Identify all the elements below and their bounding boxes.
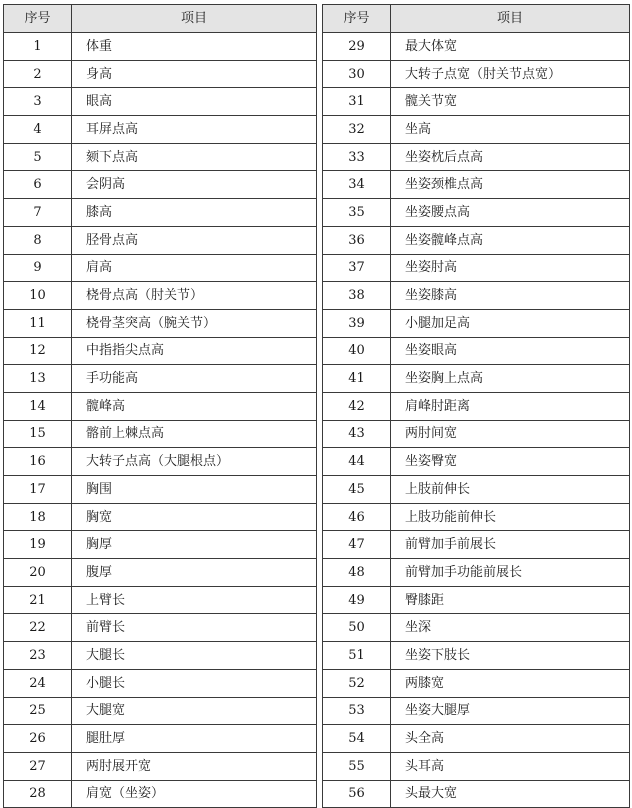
row-number: 40 xyxy=(323,337,391,365)
table-row xyxy=(4,642,317,670)
row-item: 上臂长 xyxy=(72,586,317,614)
row-number: 16 xyxy=(4,448,72,476)
row-number: 8 xyxy=(4,226,72,254)
row-number: 39 xyxy=(323,309,391,337)
row-number: 31 xyxy=(323,88,391,116)
row-number: 52 xyxy=(323,669,391,697)
row-number: 11 xyxy=(4,309,72,337)
table-row xyxy=(4,614,317,642)
table-row xyxy=(323,559,630,587)
table-row xyxy=(323,476,630,504)
row-number: 1 xyxy=(4,33,72,61)
table-row xyxy=(323,199,630,227)
table-row xyxy=(4,337,317,365)
row-number: 50 xyxy=(323,614,391,642)
row-item: 肩高 xyxy=(72,254,317,282)
row-item: 大转子点高（大腿根点） xyxy=(72,448,317,476)
row-item: 胫骨点高 xyxy=(72,226,317,254)
row-item: 桡骨茎突高（腕关节） xyxy=(72,309,317,337)
row-item: 坐姿髋峰点高 xyxy=(391,226,630,254)
row-item: 体重 xyxy=(72,33,317,61)
left-table-body xyxy=(4,33,317,808)
row-item: 坐姿膝高 xyxy=(391,282,630,310)
row-item: 最大体宽 xyxy=(391,33,630,61)
row-item: 颏下点高 xyxy=(72,143,317,171)
table-row xyxy=(323,614,630,642)
row-number: 53 xyxy=(323,697,391,725)
row-number: 34 xyxy=(323,171,391,199)
row-item: 前臂加手功能前展长 xyxy=(391,559,630,587)
table-row xyxy=(323,143,630,171)
row-item: 大腿长 xyxy=(72,642,317,670)
row-item: 前臂长 xyxy=(72,614,317,642)
row-item: 腿肚厚 xyxy=(72,725,317,753)
row-item: 坐高 xyxy=(391,116,630,144)
row-number: 6 xyxy=(4,171,72,199)
table-row xyxy=(323,88,630,116)
row-number: 23 xyxy=(4,642,72,670)
table-row xyxy=(323,420,630,448)
row-item: 坐姿枕后点高 xyxy=(391,143,630,171)
table-row xyxy=(323,725,630,753)
header-item: 项目 xyxy=(391,5,630,33)
row-item: 两膝宽 xyxy=(391,669,630,697)
row-item: 坐深 xyxy=(391,614,630,642)
table-row xyxy=(323,642,630,670)
row-item: 大腿宽 xyxy=(72,697,317,725)
table-row xyxy=(323,60,630,88)
row-number: 29 xyxy=(323,33,391,61)
table-row xyxy=(323,254,630,282)
table-row xyxy=(323,171,630,199)
table-row xyxy=(4,476,317,504)
row-item: 手功能高 xyxy=(72,365,317,393)
row-number: 24 xyxy=(4,669,72,697)
header-row xyxy=(4,5,317,33)
row-item: 两肘展开宽 xyxy=(72,752,317,780)
row-number: 3 xyxy=(4,88,72,116)
table-row xyxy=(4,448,317,476)
table-row xyxy=(4,226,317,254)
row-number: 55 xyxy=(323,752,391,780)
row-item: 肩宽（坐姿） xyxy=(72,780,317,808)
row-item: 坐姿眼高 xyxy=(391,337,630,365)
table-row xyxy=(4,199,317,227)
row-item: 小腿加足高 xyxy=(391,309,630,337)
row-number: 22 xyxy=(4,614,72,642)
row-item: 小腿长 xyxy=(72,669,317,697)
row-number: 18 xyxy=(4,503,72,531)
table-row xyxy=(323,116,630,144)
row-number: 5 xyxy=(4,143,72,171)
row-number: 41 xyxy=(323,365,391,393)
row-item: 坐姿大腿厚 xyxy=(391,697,630,725)
row-number: 15 xyxy=(4,420,72,448)
row-item: 身高 xyxy=(72,60,317,88)
row-item: 头耳高 xyxy=(391,752,630,780)
row-item: 髋峰高 xyxy=(72,392,317,420)
row-number: 37 xyxy=(323,254,391,282)
row-item: 大转子点宽（肘关节点宽） xyxy=(391,60,630,88)
row-number: 13 xyxy=(4,365,72,393)
row-item: 会阴高 xyxy=(72,171,317,199)
table-row xyxy=(4,725,317,753)
row-number: 54 xyxy=(323,725,391,753)
header-item: 项目 xyxy=(72,5,317,33)
row-number: 45 xyxy=(323,476,391,504)
table-row xyxy=(4,88,317,116)
table-row xyxy=(4,33,317,61)
row-item: 坐姿下肢长 xyxy=(391,642,630,670)
row-number: 28 xyxy=(4,780,72,808)
row-number: 38 xyxy=(323,282,391,310)
table-row xyxy=(323,282,630,310)
table-row xyxy=(4,60,317,88)
table-row xyxy=(323,392,630,420)
row-item: 胸围 xyxy=(72,476,317,504)
table-row xyxy=(323,669,630,697)
header-seq: 序号 xyxy=(4,5,72,33)
right-table-body xyxy=(323,33,630,808)
table-row xyxy=(4,531,317,559)
table-row xyxy=(323,33,630,61)
row-item: 坐姿颈椎点高 xyxy=(391,171,630,199)
table-row xyxy=(4,365,317,393)
row-item: 胸宽 xyxy=(72,503,317,531)
table-row xyxy=(4,282,317,310)
table-row xyxy=(323,780,630,808)
row-item: 髂前上棘点高 xyxy=(72,420,317,448)
row-number: 21 xyxy=(4,586,72,614)
row-number: 32 xyxy=(323,116,391,144)
header-row xyxy=(323,5,630,33)
right-table xyxy=(322,4,630,808)
table-row xyxy=(323,309,630,337)
row-number: 43 xyxy=(323,420,391,448)
row-number: 27 xyxy=(4,752,72,780)
row-number: 19 xyxy=(4,531,72,559)
table-row xyxy=(4,752,317,780)
table-row xyxy=(323,531,630,559)
row-number: 48 xyxy=(323,559,391,587)
row-item: 眼高 xyxy=(72,88,317,116)
row-number: 17 xyxy=(4,476,72,504)
row-item: 上肢功能前伸长 xyxy=(391,503,630,531)
row-number: 33 xyxy=(323,143,391,171)
row-number: 20 xyxy=(4,559,72,587)
left-table xyxy=(3,4,317,808)
table-row xyxy=(4,503,317,531)
table-row xyxy=(323,503,630,531)
row-item: 坐姿胸上点高 xyxy=(391,365,630,393)
table-row xyxy=(4,392,317,420)
row-item: 桡骨点高（肘关节） xyxy=(72,282,317,310)
row-number: 46 xyxy=(323,503,391,531)
row-item: 头最大宽 xyxy=(391,780,630,808)
row-number: 26 xyxy=(4,725,72,753)
table-row xyxy=(323,365,630,393)
table-row xyxy=(323,586,630,614)
row-number: 4 xyxy=(4,116,72,144)
row-number: 7 xyxy=(4,199,72,227)
row-item: 膝高 xyxy=(72,199,317,227)
row-item: 头全高 xyxy=(391,725,630,753)
table-row xyxy=(4,669,317,697)
table-row xyxy=(4,586,317,614)
row-item: 坐姿肘高 xyxy=(391,254,630,282)
table-row xyxy=(323,448,630,476)
row-number: 51 xyxy=(323,642,391,670)
row-item: 髋关节宽 xyxy=(391,88,630,116)
row-number: 44 xyxy=(323,448,391,476)
row-item: 坐姿腰点高 xyxy=(391,199,630,227)
table-row xyxy=(4,254,317,282)
table-row xyxy=(4,780,317,808)
row-item: 中指指尖点高 xyxy=(72,337,317,365)
row-number: 36 xyxy=(323,226,391,254)
row-item: 腹厚 xyxy=(72,559,317,587)
row-item: 坐姿臀宽 xyxy=(391,448,630,476)
row-number: 30 xyxy=(323,60,391,88)
table-row xyxy=(4,420,317,448)
row-number: 12 xyxy=(4,337,72,365)
row-item: 臀膝距 xyxy=(391,586,630,614)
row-item: 上肢前伸长 xyxy=(391,476,630,504)
row-number: 14 xyxy=(4,392,72,420)
row-item: 胸厚 xyxy=(72,531,317,559)
row-number: 49 xyxy=(323,586,391,614)
table-row xyxy=(323,697,630,725)
table-row xyxy=(4,143,317,171)
row-number: 47 xyxy=(323,531,391,559)
row-number: 42 xyxy=(323,392,391,420)
row-item: 耳屏点高 xyxy=(72,116,317,144)
table-row xyxy=(323,226,630,254)
row-number: 9 xyxy=(4,254,72,282)
row-item: 肩峰肘距离 xyxy=(391,392,630,420)
table-row xyxy=(4,697,317,725)
header-seq: 序号 xyxy=(323,5,391,33)
row-number: 56 xyxy=(323,780,391,808)
row-number: 10 xyxy=(4,282,72,310)
table-row xyxy=(323,752,630,780)
table-row xyxy=(4,309,317,337)
row-number: 25 xyxy=(4,697,72,725)
row-number: 2 xyxy=(4,60,72,88)
table-row xyxy=(323,337,630,365)
table-row xyxy=(4,171,317,199)
row-item: 两肘间宽 xyxy=(391,420,630,448)
table-row xyxy=(4,559,317,587)
row-number: 35 xyxy=(323,199,391,227)
row-item: 前臂加手前展长 xyxy=(391,531,630,559)
table-row xyxy=(4,116,317,144)
